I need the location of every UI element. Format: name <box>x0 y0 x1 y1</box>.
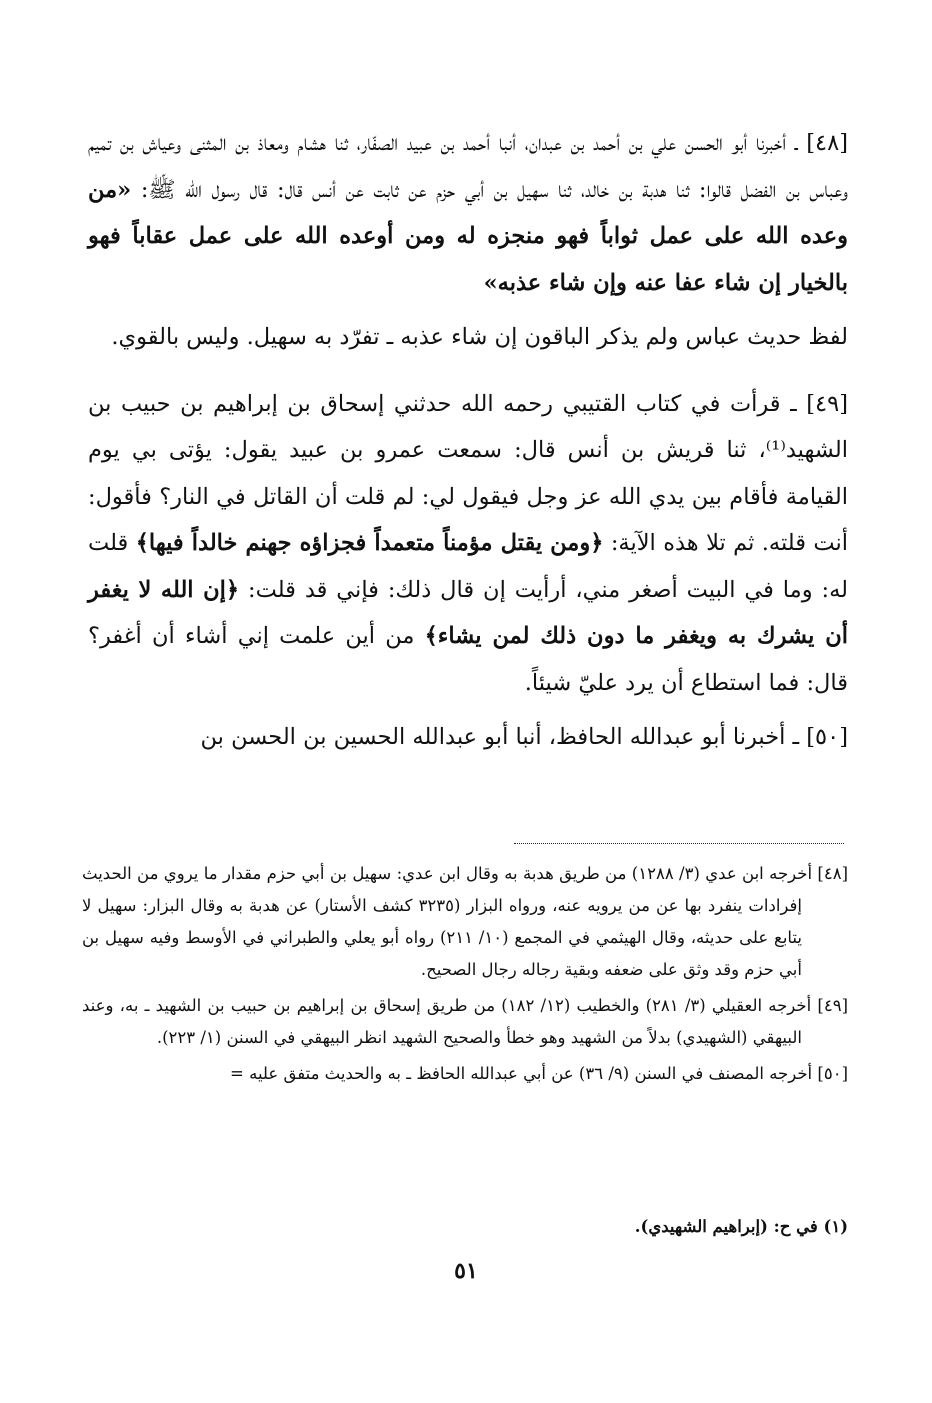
footnote-separator <box>514 843 844 844</box>
hadith-49-text-1: [٤٩] ـ قرأت في كتاب القتيبي رحمه الله حدثني إسحاق بن إبراهيم بن حبيب بن الشهيد⁽¹⁾، ثنا قريش بن أنس قال: سمعت عمرو بن عبيد يقول: يؤتى بي يوم القيامة فأقام بين يدي الله عز وجل فيقول لي: لم قلت أن القاتل في النار؟ فأقول: أنت قلته. ثم تلا هذه الآية: <box>88 390 848 556</box>
hadith-49-verse-2: ﴿إن الله لا يغفر أن يشرك به ويغفر ما دون ذلك لمن يشاء﴾ <box>88 576 849 649</box>
hadith-48 <box>88 120 848 306</box>
hadith-50: [٥٠] ـ أخبرنا أبو عبدالله الحافظ، أنبا أبو عبدالله الحسين بن الحسن بن <box>200 724 848 750</box>
hadith-49-text-2: قلت له: وما في البيت أصغر مني، أرأيت إن قال ذلك: فإني قد قلت: <box>88 530 848 603</box>
footnote-1: (١) في ح: (إبراهيم الشهيدي). <box>634 1217 848 1236</box>
page-number: ٥١ <box>454 1258 478 1284</box>
hadith-49-verse-1: ﴿ومن يقتل مؤمناً متعمداً فجزاؤه جهنم خالداً فيها﴾ <box>135 530 604 556</box>
note-50: [٥٠] أخرجه المصنف في السنن (٩/ ٣٦) عن أبي عبدالله الحافظ ـ به والحديث متفق عليه = <box>230 1064 848 1083</box>
main-text <box>88 120 848 761</box>
hadith-49-text-3: من أين علمت إني أشاء أن أغفر؟ قال: فما استطاع أن يرد عليّ شيئاً. <box>88 623 848 696</box>
takhrij-notes <box>82 858 848 1094</box>
hadith-48-comment: لفظ حديث عباس ولم يذكر الباقون إن شاء عذبه ـ تفرّد به سهيل. وليس بالقوي. <box>111 324 848 350</box>
note-49: [٤٩] أخرجه العقيلي (٣/ ٢٨١) والخطيب (١٢/ ١٨٢) من طريق إسحاق بن إبراهيم بن حبيب بن الشهيد ـ به، وعند البيهقي (الشهيدي) بدلاً من الشهيد وهو خطأ والصحيح الشهيد انظر البيهقي في السنن (١/ ٢٢٣). <box>82 996 848 1047</box>
note-48: [٤٨] أخرجه ابن عدي (٣/ ١٢٨٨) من طريق هدبة به وقال ابن عدي: سهيل بن أبي حزم مقدار ما يروي من الحديث إفرادات ينفرد بها عن من يرويه عنه، ورواه البزار (٣٢٣٥ كشف الأستار) عن هدبة به وقال البزار: سهيل لا يتابع على حديثه، وقال الهيثمي في المجمع (١٠/ ٢١١) رواه أبو يعلي والطبراني في الأوسط وفيه سهيل بن أبي حزم وقد وثق على ضعفه وبقية رجاله رجال الصحيح. <box>82 864 848 979</box>
hadith-48-matn: «من وعده الله على عمل ثواباً فهو منجزه له ومن أوعده الله على عمل عقاباً فهو بالخيار إن شاء عفا عنه وإن شاء عذبه» <box>88 176 848 296</box>
hadith-48-isnad: [٤٨] ـ أخبرنا أبو الحسن علي بن أحمد بن عبدان، أنبا أحمد بن عبيد الصفّار، ثنا هشام ومعاذ بن المثنى وعياش بن تميم وعباس بن الفضل قالوا: ثنا هدبة بن خالد، ثنا سهيل بن أبي حزم عن ثابت عن أنس قال: قال رسول الله ﷺ: <box>88 130 848 203</box>
hadith-49 <box>88 381 848 707</box>
